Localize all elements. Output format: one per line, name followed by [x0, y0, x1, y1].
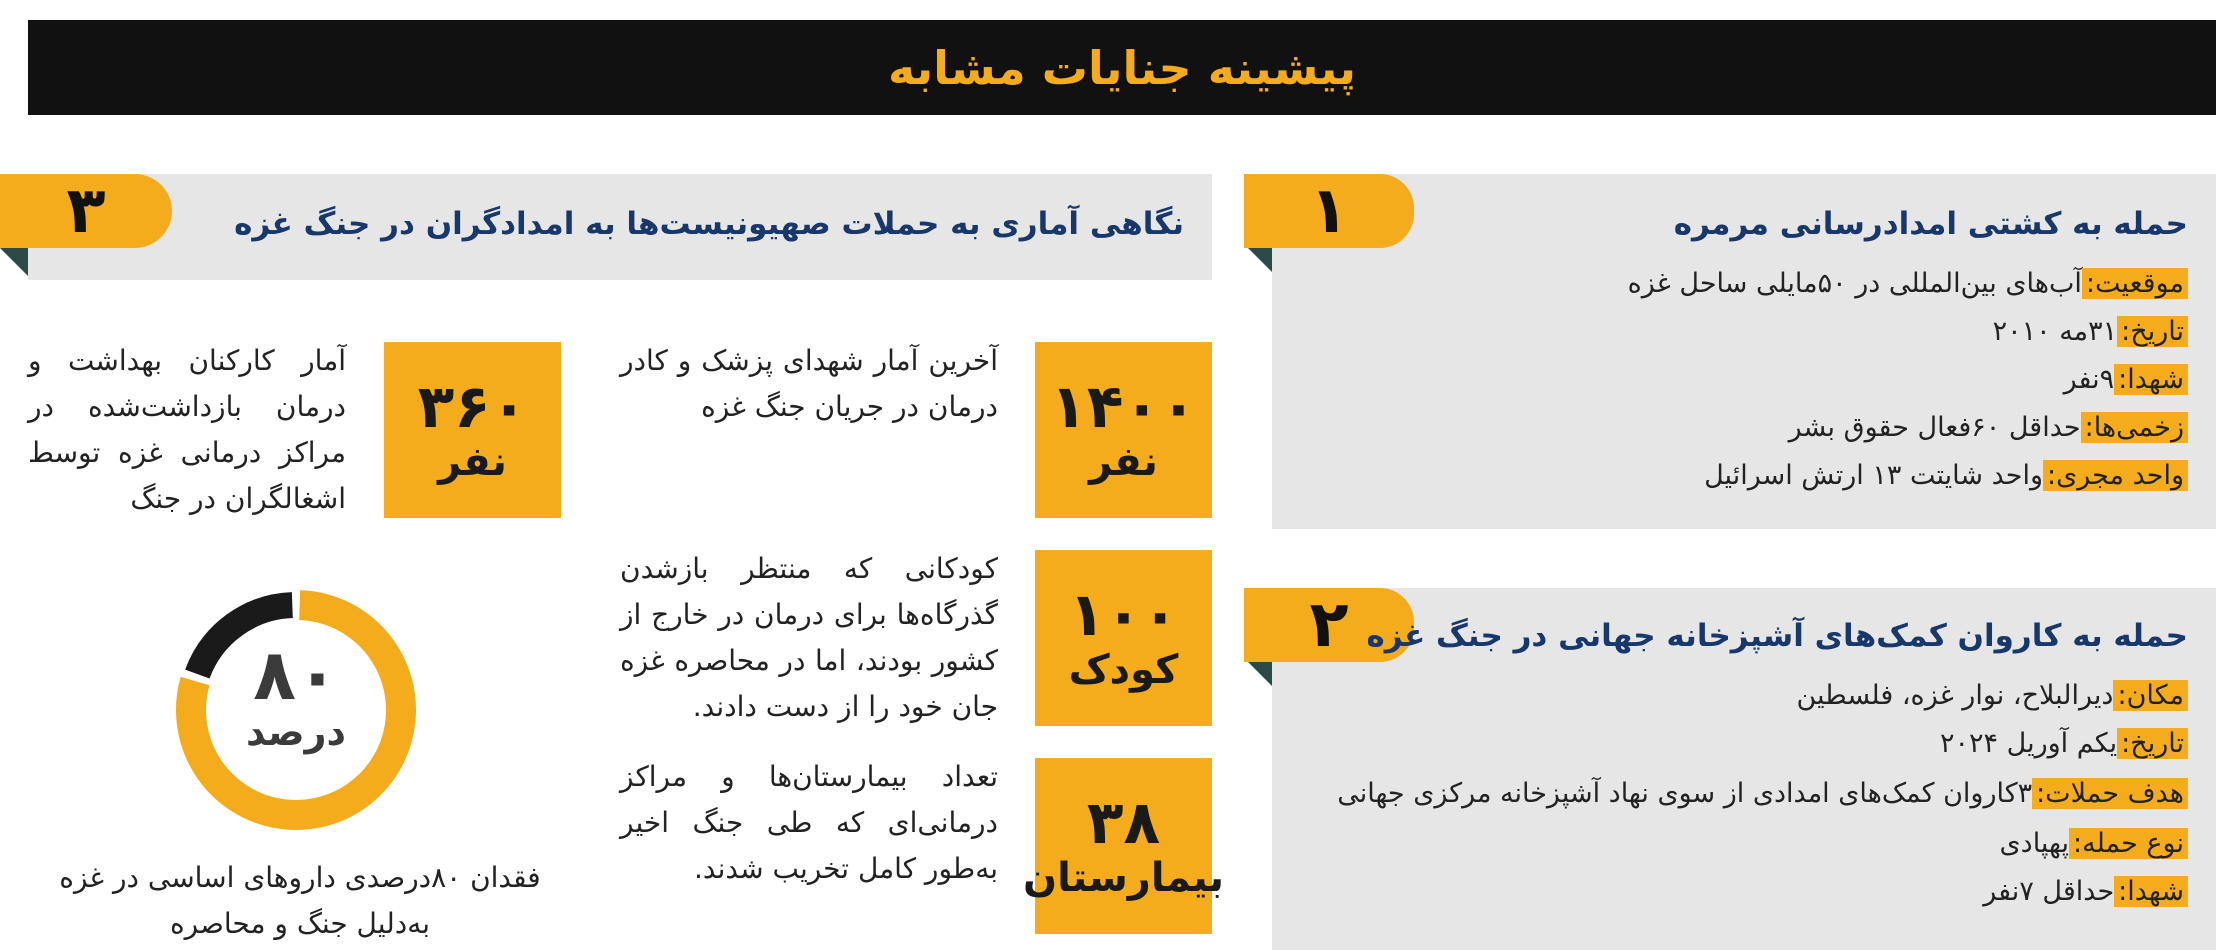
donut-caption: فقدان ۸۰درصدی داروهای اساسی در غزه به‌دلیل جنگ و محاصره	[59, 861, 541, 940]
stat-unit: نفر	[1089, 438, 1158, 485]
section-2-row	[1337, 778, 2188, 809]
stat-description: آخرین آمار شهدای پزشک و کادر درمان در جریان جنگ غزه	[620, 344, 998, 423]
section-1-fold	[1244, 244, 1272, 272]
stat-box-children	[1035, 550, 1212, 726]
stat-value: ۳۶۰	[417, 371, 528, 442]
stat-value: ۳۸	[1086, 787, 1161, 858]
stat-value: ۱۰۰	[1068, 579, 1179, 650]
section-2-row	[1796, 680, 2188, 711]
row-key: تاریخ:	[2117, 728, 2188, 759]
stat-unit: کودک	[1068, 646, 1179, 693]
stat-box-detained	[384, 342, 561, 518]
section-2-title: حمله به کاروان کمک‌های آشپزخانه جهانی در جنگ غزه	[1366, 618, 2188, 654]
main-header	[28, 20, 2216, 115]
donut-center-label	[174, 634, 418, 756]
section-1-number: ۱	[1309, 174, 1349, 248]
row-value: حداقل ۶۰فعال حقوق بشر	[1788, 412, 2081, 443]
row-value: ۹نفر	[2063, 364, 2115, 395]
row-key: نوع حمله:	[2069, 828, 2188, 859]
section-2-row	[2000, 828, 2188, 859]
row-key: موقعیت:	[2082, 268, 2188, 299]
section-3-title: نگاهی آماری به حملات صهیونیست‌ها به امدادگران در جنگ غزه	[234, 206, 1184, 242]
stat-description: آمار کارکنان بهداشت و درمان بازداشت‌شده در مراکز درمانی غزه توسط اشغالگران در جنگ	[28, 344, 346, 515]
main-title: پیشینه جنایات مشابه	[887, 40, 1357, 95]
row-key: زخمی‌ها:	[2081, 412, 2188, 443]
stat-box-hospitals	[1022, 758, 1225, 934]
section-1-row	[1704, 460, 2188, 491]
row-value: حداقل ۷نفر	[1983, 876, 2115, 907]
row-key: مکان:	[2113, 680, 2188, 711]
section-1-number-tab	[1244, 174, 1414, 248]
row-key: واحد مجری:	[2043, 460, 2188, 491]
section-1-row	[1993, 316, 2188, 347]
section-1-row	[2064, 364, 2188, 395]
row-key: شهدا:	[2114, 876, 2188, 907]
section-2-row	[1940, 728, 2188, 759]
stat-unit: نفر	[438, 438, 507, 485]
row-key: هدف حملات:	[2032, 778, 2188, 809]
donut-value: ۸۰	[253, 634, 339, 716]
section-2-fold	[1244, 658, 1272, 686]
row-value: ۳۱مه ۲۰۱۰	[1992, 316, 2118, 347]
section-1-row	[1628, 268, 2188, 299]
row-value: واحد شایتت ۱۳ ارتش اسرائیل	[1704, 460, 2043, 491]
section-2-number: ۲	[1309, 588, 1349, 662]
row-key: شهدا:	[2114, 364, 2188, 395]
section-1-row	[1789, 412, 2188, 443]
section-2-row	[1983, 876, 2188, 907]
row-value: یکم آوریل ۲۰۲۴	[1940, 728, 2118, 759]
stat-unit: بیمارستان	[1022, 854, 1225, 901]
donut-unit: درصد	[245, 710, 347, 754]
section-3-number-tab	[0, 174, 172, 248]
row-value: ۳کاروان کمک‌های امدادی از سوی نهاد آشپزخانه مرکزی جهانی	[1337, 778, 2033, 809]
stat-description: تعداد بیمارستان‌ها و مراکز درمانی‌ای که طی جنگ اخیر به‌طور کامل تخریب شدند.	[620, 760, 998, 885]
stat-box-medics	[1035, 342, 1212, 518]
row-value: دیرالبلاح، نوار غزه، فلسطین	[1796, 680, 2114, 711]
stat-description: کودکانی که منتظر بازشدن گذرگاه‌ها برای درمان در خارج از کشور بودند، اما در محاصره غزه جان خود را از دست دادند.	[620, 552, 998, 723]
row-key: تاریخ:	[2117, 316, 2188, 347]
stat-value: ۱۴۰۰	[1050, 371, 1197, 442]
section-3-number: ۳	[66, 174, 106, 248]
row-value: پهپادی	[1999, 828, 2070, 859]
section-3-fold	[0, 248, 28, 276]
section-1-title: حمله به کشتی امدادرسانی مرمره	[1673, 206, 2188, 242]
row-value: آب‌های بین‌المللی در ۵۰مایلی ساحل غزه	[1627, 268, 2082, 299]
